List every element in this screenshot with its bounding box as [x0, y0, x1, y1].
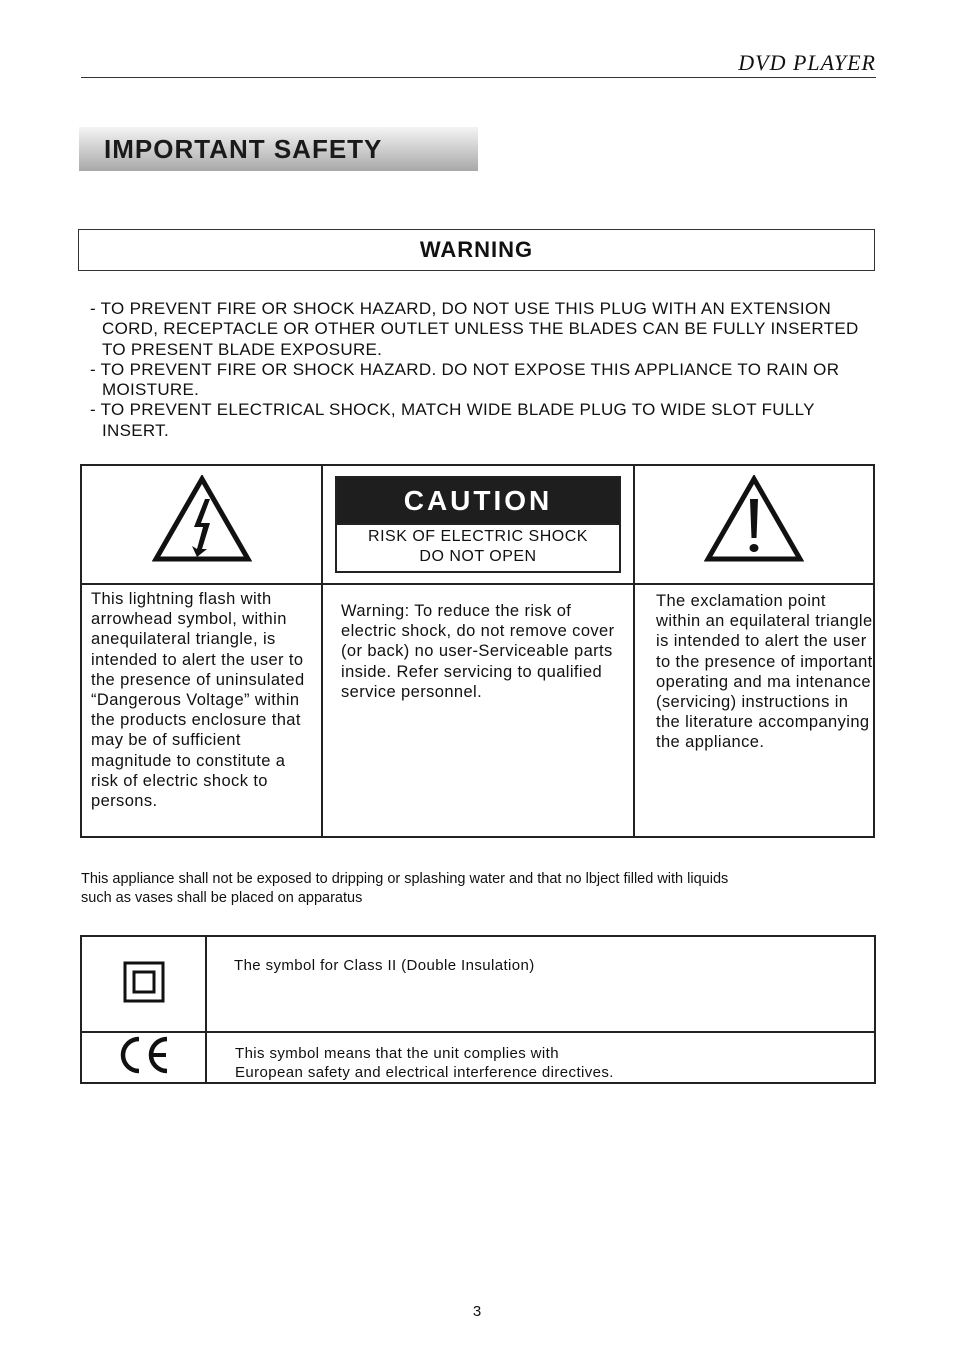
- ce-description-line-2: European safety and electrical interference directives.: [235, 1063, 614, 1081]
- lightning-triangle-icon: [152, 475, 252, 565]
- ce-description: [206, 1032, 875, 1083]
- class2-symbol-cell: [81, 936, 206, 1032]
- double-insulation-icon: [123, 961, 165, 1003]
- warning-item: - TO PREVENT FIRE OR SHOCK HAZARD, DO NOT USE THIS PLUG WITH AN EXTENSION CORD, RECEPTACLE OR OTHER OUTLET UNLESS THE BLADES CAN BE FULLY INSERTED TO PRESENT BLADE EXPOSURE.: [90, 299, 859, 359]
- caution-line-2: DO NOT OPEN: [419, 548, 537, 565]
- ce-symbol-cell: [81, 1032, 206, 1083]
- caution-label: [335, 476, 621, 573]
- certification-symbols-table: [80, 935, 876, 1084]
- caution-subtext: [337, 523, 619, 571]
- lightning-symbol-cell: [81, 465, 322, 584]
- water-exposure-note: [81, 870, 841, 908]
- warning-item: - TO PREVENT ELECTRICAL SHOCK, MATCH WIDE BLADE PLUG TO WIDE SLOT FULLY INSERT.: [90, 400, 815, 440]
- ce-description-line-1: This symbol means that the unit complies with: [235, 1045, 559, 1062]
- symbol-explanation-table: [80, 464, 875, 838]
- warning-heading: WARNING: [78, 229, 875, 271]
- exclamation-symbol-cell: [634, 465, 874, 584]
- section-title: IMPORTANT SAFETY: [79, 127, 478, 171]
- water-note-line-1: This appliance shall not be exposed to dripping or splashing water and that no lbject filled with liquids: [81, 871, 729, 887]
- warning-list: [90, 299, 870, 441]
- lightning-description: This lightning flash with arrowhead symbol, within anequilateral triangle, is intended to alert the user to the presence of uninsulated “Dangerous Voltage” within the products enclosure that may be of sufficient magnitude to constitute a risk of electric shock to persons.: [81, 584, 322, 837]
- document-header-title: DVD PLAYER: [738, 50, 876, 75]
- caution-heading: CAUTION: [337, 478, 619, 523]
- ce-mark-icon: [114, 1033, 174, 1077]
- exclamation-description: The exclamation point within an equilateral triangle is intended to alert the user to the presence of important operating and ma intenance (servicing) instructions in the literature accompanying the appliance.: [634, 584, 874, 837]
- class2-description: The symbol for Class II (Double Insulation): [206, 936, 875, 1032]
- caution-description: Warning: To reduce the risk of electric shock, do not remove cover (or back) no user-Serviceable parts inside. Refer servicing to qualified service personnel.: [322, 584, 634, 837]
- exclamation-triangle-icon: [704, 475, 804, 565]
- page-number: 3: [472, 1303, 482, 1320]
- caution-line-1: RISK OF ELECTRIC SHOCK: [368, 528, 588, 545]
- caution-label-cell: [322, 465, 634, 584]
- header-divider: [81, 77, 876, 78]
- warning-item: - TO PREVENT FIRE OR SHOCK HAZARD. DO NOT EXPOSE THIS APPLIANCE TO RAIN OR MOISTURE.: [90, 359, 840, 400]
- water-note-line-2: such as vases shall be placed on apparatus: [81, 890, 363, 906]
